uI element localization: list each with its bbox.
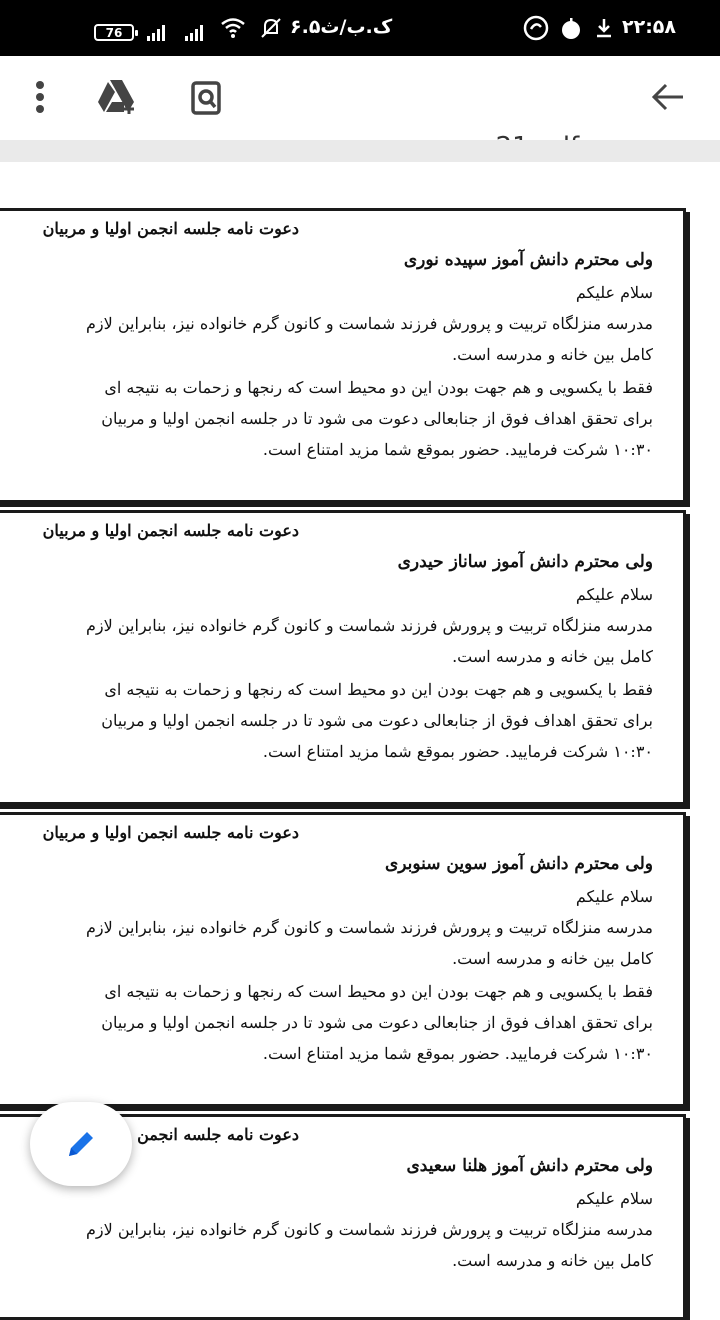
signal-icon bbox=[147, 25, 165, 41]
clock: ۲۲:۵۸ bbox=[622, 16, 676, 38]
pdf-toolbar bbox=[0, 56, 720, 140]
card-greeting: سلام علیکم bbox=[575, 887, 653, 906]
card-recipient: ولی محترم دانش آموز سوین سنوبری bbox=[384, 854, 653, 874]
card-paragraph-line: کامل بین خانه و مدرسه است. bbox=[452, 647, 653, 666]
edit-pencil-icon bbox=[61, 1124, 101, 1164]
drive-add-icon[interactable] bbox=[96, 78, 140, 114]
card-paragraph-line: مدرسه منزلگاه تربیت و پرورش فرزند شماست و کانون گرم خانواده نیز، بنابراین لازم bbox=[86, 918, 653, 937]
card-heading: دعوت نامه جلسه انجمن اولیا و مربیان bbox=[42, 521, 299, 540]
download-icon bbox=[591, 15, 617, 41]
card-recipient: ولی محترم دانش آموز هلنا سعیدی bbox=[406, 1156, 653, 1176]
invitation-card bbox=[0, 510, 686, 805]
card-paragraph-line: فقط با یکسویی و هم جهت بودن این دو محیط است که رنجها و زحمات به نتیجه ای bbox=[104, 378, 653, 397]
card-paragraph-line: برای تحقق اهداف فوق از جنابعالی دعوت می شود تا در جلسه انجمن اولیا و مربیان bbox=[101, 1013, 653, 1032]
card-greeting: سلام علیکم bbox=[575, 283, 653, 302]
toolbar-shadow-band bbox=[0, 140, 720, 162]
network-speed: ۶.۵ک.ب/ث bbox=[290, 16, 393, 38]
card-paragraph-line: ۱۰:۳۰ شرکت فرمایید. حضور بموقع شما مزید امتناع است. bbox=[262, 1044, 653, 1063]
invitation-card bbox=[0, 812, 686, 1107]
card-heading: دعوت نامه جلسه انجمن اولیا و مربیان bbox=[42, 823, 299, 842]
card-paragraph-line: برای تحقق اهداف فوق از جنابعالی دعوت می شود تا در جلسه انجمن اولیا و مربیان bbox=[101, 711, 653, 730]
card-paragraph-line: مدرسه منزلگاه تربیت و پرورش فرزند شماست و کانون گرم خانواده نیز، بنابراین لازم bbox=[86, 314, 653, 333]
card-greeting: سلام علیکم bbox=[575, 1189, 653, 1208]
card-paragraph-line: کامل بین خانه و مدرسه است. bbox=[452, 345, 653, 364]
card-paragraph-line: فقط با یکسویی و هم جهت بودن این دو محیط است که رنجها و زحمات به نتیجه ای bbox=[104, 982, 653, 1001]
card-heading: دعوت نامه جلسه انجمن bbox=[137, 1125, 299, 1144]
mute-notification-icon bbox=[258, 15, 284, 41]
edit-button[interactable] bbox=[30, 1102, 132, 1186]
card-paragraph-line: کامل بین خانه و مدرسه است. bbox=[452, 949, 653, 968]
invitation-card bbox=[0, 208, 686, 503]
more-vert-icon[interactable] bbox=[28, 78, 52, 116]
card-recipient: ولی محترم دانش آموز ساناز حیدری bbox=[397, 552, 653, 572]
back-arrow-icon[interactable] bbox=[650, 80, 686, 114]
card-greeting: سلام علیکم bbox=[575, 585, 653, 604]
status-bar bbox=[0, 0, 720, 56]
card-paragraph-line: ۱۰:۳۰ شرکت فرمایید. حضور بموقع شما مزید امتناع است. bbox=[262, 742, 653, 761]
app-notification-icon bbox=[523, 15, 549, 41]
battery-level: 76 bbox=[105, 25, 123, 40]
wifi-icon bbox=[220, 15, 246, 41]
card-paragraph-line: برای تحقق اهداف فوق از جنابعالی دعوت می شود تا در جلسه انجمن اولیا و مربیان bbox=[101, 409, 653, 428]
card-paragraph-line: ۱۰:۳۰ شرکت فرمایید. حضور بموقع شما مزید امتناع است. bbox=[262, 440, 653, 459]
search-document-icon[interactable] bbox=[190, 80, 224, 116]
card-paragraph-line: مدرسه منزلگاه تربیت و پرورش فرزند شماست و کانون گرم خانواده نیز، بنابراین لازم bbox=[86, 1220, 653, 1239]
battery-icon bbox=[94, 24, 134, 41]
signal-icon-2 bbox=[185, 25, 203, 41]
card-heading: دعوت نامه جلسه انجمن اولیا و مربیان bbox=[42, 219, 299, 238]
apple-icon bbox=[558, 15, 584, 41]
card-paragraph-line: فقط با یکسویی و هم جهت بودن این دو محیط است که رنجها و زحمات به نتیجه ای bbox=[104, 680, 653, 699]
card-paragraph-line: مدرسه منزلگاه تربیت و پرورش فرزند شماست و کانون گرم خانواده نیز، بنابراین لازم bbox=[86, 616, 653, 635]
card-recipient: ولی محترم دانش آموز سپیده نوری bbox=[403, 250, 653, 270]
card-paragraph-line: کامل بین خانه و مدرسه است. bbox=[452, 1251, 653, 1270]
